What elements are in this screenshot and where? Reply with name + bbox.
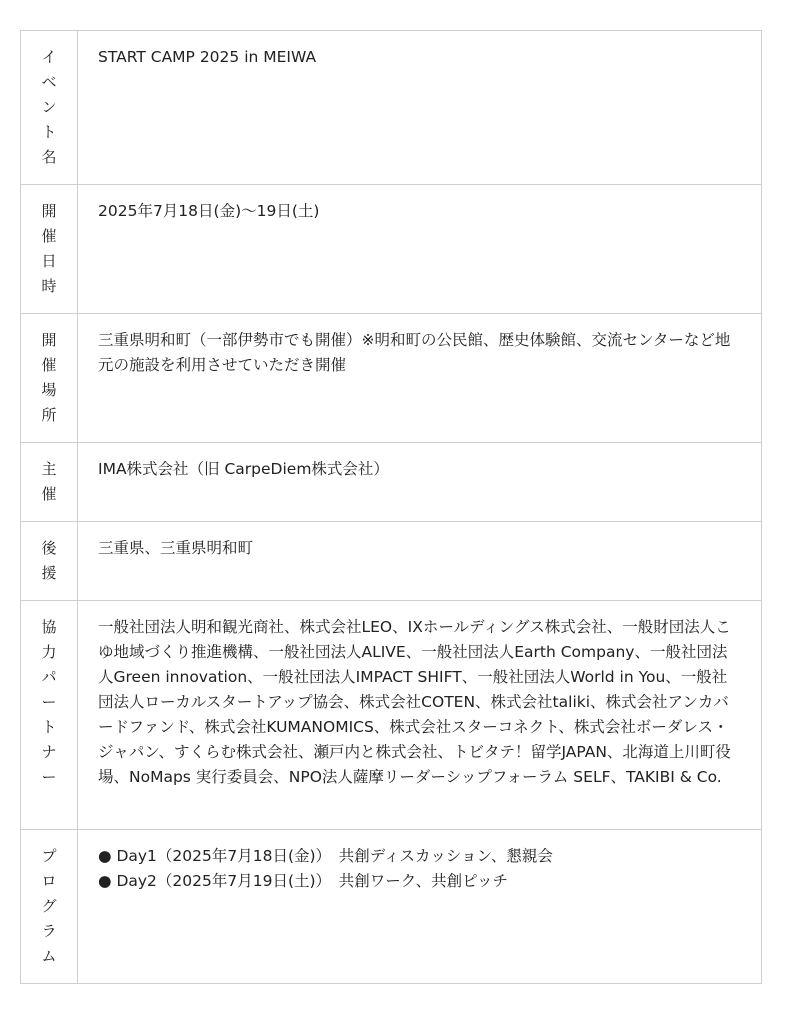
event-info-table-wrapper <box>20 30 762 984</box>
label-char: 催 <box>41 227 57 245</box>
label-char: 場 <box>41 381 57 399</box>
row-label-text <box>21 844 77 969</box>
label-char: ト <box>41 123 57 141</box>
label-char: プ <box>41 847 57 865</box>
event-info-table <box>20 30 762 984</box>
partners-value: 一般社団法人明和観光商社、株式会社LEO、IXホールディングス株式会社、一般財団法人こゆ地域づくり推進機構、一般社団法人ALIVE、一般社団法人Earth Company、一般社団法人Green innovation、一般社団法人IMPACT SHIFT、一般社団法人World in You、一般社団法人ローカルスタートアップ協会、株式会社COTEN、株式会社taliki、株式会社アンカバードファンド、株式会社KUMANOMICS、株式会社スターコネクト、株式会社ボーダレス・ジャパン、すくらむ株式会社、瀬戸内と株式会社、トビタテ！留学JAPAN、北海道上川町役場、NoMaps 実行委員会、NPO法人薩摩リーダーシップフォーラム SELF、TAKIBI & Co. <box>78 601 762 830</box>
row-label-support <box>21 522 78 601</box>
label-char: ナ <box>41 743 57 761</box>
row-label-text <box>21 457 77 507</box>
row-label-venue <box>21 314 78 443</box>
label-char: 日 <box>41 252 57 270</box>
organizer-value: IMA株式会社（旧 CarpeDiem株式会社） <box>78 443 762 522</box>
date-value: 2025年7月18日(金)〜19日(土) <box>78 185 762 314</box>
label-char: ン <box>41 98 57 116</box>
row-label-event-name <box>21 31 78 185</box>
row-label-text <box>21 536 77 586</box>
label-char: ト <box>41 718 57 736</box>
row-label-text <box>21 199 77 299</box>
row-label-text <box>21 45 77 170</box>
label-char: 所 <box>41 406 57 424</box>
label-char: 催 <box>41 356 57 374</box>
row-venue <box>21 314 762 443</box>
row-partners <box>21 601 762 830</box>
label-char: ベ <box>41 73 57 91</box>
label-char: 力 <box>41 643 57 661</box>
row-label-text <box>21 615 77 790</box>
support-value: 三重県、三重県明和町 <box>78 522 762 601</box>
label-char: 名 <box>41 148 57 166</box>
label-char: ロ <box>41 872 57 890</box>
label-char: ラ <box>41 922 57 940</box>
label-char: 時 <box>41 277 57 295</box>
label-char: ー <box>41 768 57 786</box>
row-date <box>21 185 762 314</box>
row-support <box>21 522 762 601</box>
venue-value: 三重県明和町（一部伊勢市でも開催）※明和町の公民館、歴史体験館、交流センターなど地元の施設を利用させていただき開催 <box>78 314 762 443</box>
row-organizer <box>21 443 762 522</box>
label-char: 後 <box>41 539 57 557</box>
program-day1: ● Day1（2025年7月18日(金)） 共創ディスカッション、懇親会 <box>98 847 553 865</box>
label-char: パ <box>41 668 57 686</box>
row-program <box>21 830 762 984</box>
label-char: 主 <box>41 460 57 478</box>
row-label-text <box>21 328 77 428</box>
row-event-name <box>21 31 762 185</box>
label-char: ム <box>41 947 57 965</box>
row-label-program <box>21 830 78 984</box>
label-char: 援 <box>41 564 57 582</box>
label-char: 協 <box>41 618 57 636</box>
event-name-value: START CAMP 2025 in MEIWA <box>78 31 762 185</box>
label-char: グ <box>41 897 57 915</box>
row-label-organizer <box>21 443 78 522</box>
label-char: 開 <box>41 202 57 220</box>
label-char: 催 <box>41 485 57 503</box>
program-day2: ● Day2（2025年7月19日(土)） 共創ワーク、共創ピッチ <box>98 872 509 890</box>
row-label-partners <box>21 601 78 830</box>
label-char: 開 <box>41 331 57 349</box>
label-char: ー <box>41 693 57 711</box>
row-label-date <box>21 185 78 314</box>
label-char: イ <box>41 48 57 66</box>
program-value <box>78 830 762 984</box>
